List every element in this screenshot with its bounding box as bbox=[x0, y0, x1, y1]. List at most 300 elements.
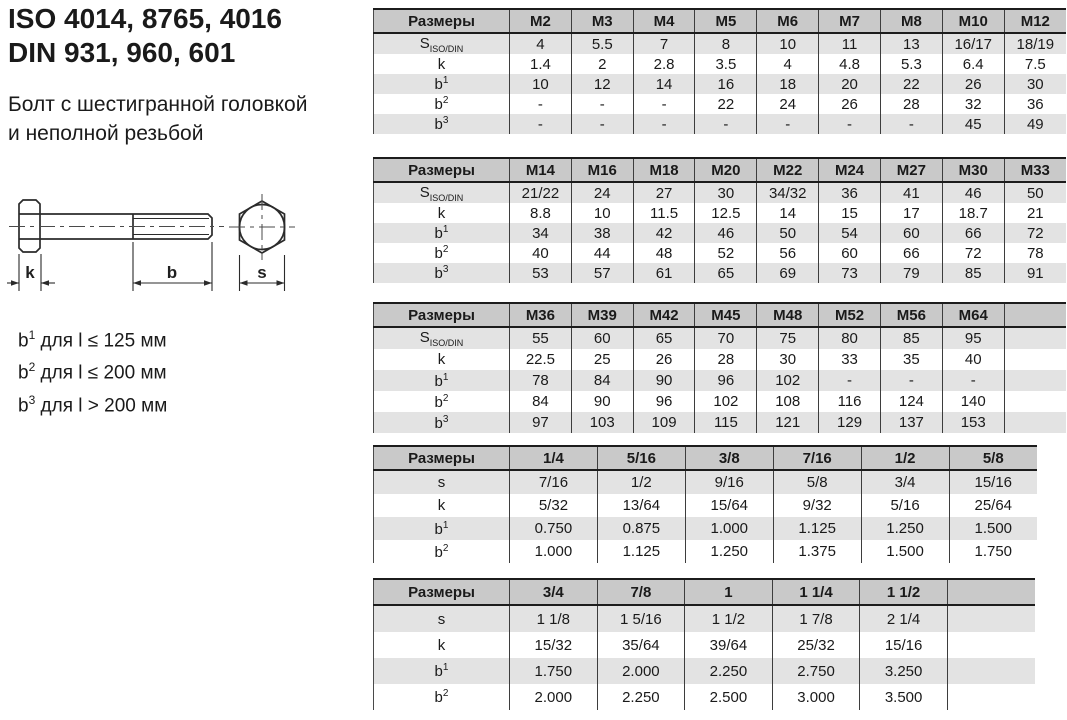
column-header: M16 bbox=[571, 158, 633, 182]
table-cell: 26 bbox=[819, 94, 881, 114]
table-row bbox=[374, 412, 1067, 433]
table-cell: 18 bbox=[757, 74, 819, 94]
table-cell: 52 bbox=[695, 243, 757, 263]
table-cell: 66 bbox=[942, 223, 1004, 243]
table-cell: 55 bbox=[510, 327, 572, 349]
column-header: M39 bbox=[571, 303, 633, 327]
table-cell: 22 bbox=[695, 94, 757, 114]
table-row bbox=[374, 605, 1036, 632]
table-cell: 140 bbox=[942, 391, 1004, 412]
table-cell: 9/32 bbox=[773, 494, 861, 517]
column-header: M3 bbox=[571, 9, 633, 33]
table-cell: 7.5 bbox=[1004, 54, 1066, 74]
table-cell: 109 bbox=[633, 412, 695, 433]
table-cell: 2.250 bbox=[597, 684, 685, 710]
table-cell: 90 bbox=[633, 370, 695, 391]
table-cell: 72 bbox=[942, 243, 1004, 263]
dimension-label-k: k bbox=[25, 263, 35, 282]
table-row bbox=[374, 263, 1067, 283]
column-header bbox=[1004, 303, 1066, 327]
table-row bbox=[374, 243, 1067, 263]
table-cell bbox=[947, 658, 1035, 684]
table-cell: 3.250 bbox=[860, 658, 948, 684]
table-cell: - bbox=[510, 94, 572, 114]
row-label: k bbox=[437, 55, 446, 73]
table-cell: 54 bbox=[819, 223, 881, 243]
table-row bbox=[374, 494, 1038, 517]
table-cell: 84 bbox=[571, 370, 633, 391]
table-cell: 27 bbox=[633, 182, 695, 203]
table-cell: 2.000 bbox=[597, 658, 685, 684]
table-row bbox=[374, 470, 1038, 494]
table-row bbox=[374, 223, 1067, 243]
table-row bbox=[374, 658, 1036, 684]
table-cell: 90 bbox=[571, 391, 633, 412]
table-cell: 36 bbox=[1004, 94, 1066, 114]
table-cell: 36 bbox=[819, 182, 881, 203]
table-cell: 1.000 bbox=[685, 517, 773, 540]
table-cell: 35/64 bbox=[597, 632, 685, 658]
column-header: M42 bbox=[633, 303, 695, 327]
table-row bbox=[374, 182, 1067, 203]
row-label: $b^3$ bbox=[434, 413, 449, 432]
table-cell: 30 bbox=[695, 182, 757, 203]
table-cell: 3.500 bbox=[860, 684, 948, 710]
table-cell: 1 1/8 bbox=[510, 605, 598, 632]
table-cell: - bbox=[942, 370, 1004, 391]
table-cell: 33 bbox=[819, 349, 881, 370]
table-cell: 65 bbox=[633, 327, 695, 349]
table-row bbox=[374, 54, 1067, 74]
table-cell: 2 bbox=[571, 54, 633, 74]
table-cell: 124 bbox=[880, 391, 942, 412]
column-header: M5 bbox=[695, 9, 757, 33]
dimension-s bbox=[240, 255, 285, 291]
column-header: M14 bbox=[510, 158, 572, 182]
row-label: $b^2$ bbox=[434, 392, 449, 411]
column-header: 7/16 bbox=[773, 446, 861, 470]
row-label: $b^2$ bbox=[434, 688, 449, 706]
table-cell: 129 bbox=[819, 412, 881, 433]
table-cell: - bbox=[633, 114, 695, 134]
table-cell: 1 5/16 bbox=[597, 605, 685, 632]
table-cell: 61 bbox=[633, 263, 695, 283]
bolt-technical-drawing bbox=[0, 150, 320, 300]
table-metric-m2-m12 bbox=[373, 8, 1066, 134]
table-cell: - bbox=[880, 114, 942, 134]
table-cell: 1.4 bbox=[510, 54, 572, 74]
table-cell: 16 bbox=[695, 74, 757, 94]
table-cell: 48 bbox=[633, 243, 695, 263]
page-subtitle bbox=[8, 90, 307, 148]
table-cell: 5/32 bbox=[510, 494, 598, 517]
column-header: M22 bbox=[757, 158, 819, 182]
row-label: $b^1$ bbox=[434, 519, 449, 538]
table-cell: 91 bbox=[1004, 263, 1066, 283]
row-label: k bbox=[437, 204, 446, 222]
table-cell: 24 bbox=[757, 94, 819, 114]
table-cell: 78 bbox=[510, 370, 572, 391]
table-cell: 15 bbox=[819, 203, 881, 223]
row-label: $S_{ISO/DIN}$ bbox=[419, 34, 464, 54]
table-cell: 2.8 bbox=[633, 54, 695, 74]
table-cell: 53 bbox=[510, 263, 572, 283]
table-cell: 85 bbox=[942, 263, 1004, 283]
table-cell: 4 bbox=[757, 54, 819, 74]
table-cell: 40 bbox=[942, 349, 1004, 370]
table-cell: 2 1/4 bbox=[860, 605, 948, 632]
table-cell: 11.5 bbox=[633, 203, 695, 223]
table-cell: 10 bbox=[757, 33, 819, 54]
table-cell: 13/64 bbox=[597, 494, 685, 517]
table-cell: 10 bbox=[510, 74, 572, 94]
table-cell: 15/32 bbox=[510, 632, 598, 658]
row-label: $S_{ISO/DIN}$ bbox=[419, 329, 464, 348]
table-cell: 1/2 bbox=[597, 470, 685, 494]
table-cell: 24 bbox=[571, 182, 633, 203]
table-cell: 1.250 bbox=[685, 540, 773, 563]
table-cell bbox=[1004, 327, 1066, 349]
table-cell: 108 bbox=[757, 391, 819, 412]
table-cell: 22.5 bbox=[510, 349, 572, 370]
table-cell: 46 bbox=[942, 182, 1004, 203]
table-imperial-small bbox=[373, 445, 1037, 563]
header-row bbox=[374, 9, 1067, 33]
table-cell: 21/22 bbox=[510, 182, 572, 203]
table-cell: 35 bbox=[880, 349, 942, 370]
column-header: 3/4 bbox=[510, 579, 598, 605]
dimension-b bbox=[133, 242, 212, 291]
table-cell: 1.000 bbox=[510, 540, 598, 563]
column-header: M56 bbox=[880, 303, 942, 327]
table-cell: 137 bbox=[880, 412, 942, 433]
table-cell: 1 7/8 bbox=[772, 605, 860, 632]
table-cell: 15/16 bbox=[860, 632, 948, 658]
header-row bbox=[374, 579, 1036, 605]
table-cell: 69 bbox=[757, 263, 819, 283]
header-row bbox=[374, 446, 1038, 470]
table-cell bbox=[1004, 349, 1066, 370]
column-header: M7 bbox=[819, 9, 881, 33]
table-cell: 60 bbox=[880, 223, 942, 243]
table-cell: 34 bbox=[510, 223, 572, 243]
table-cell: 39/64 bbox=[685, 632, 773, 658]
table-cell: 30 bbox=[757, 349, 819, 370]
column-header: 1 bbox=[685, 579, 773, 605]
table-cell: 40 bbox=[510, 243, 572, 263]
column-header: M20 bbox=[695, 158, 757, 182]
note-line: $b^2$ для l ≤ 200 мм bbox=[18, 360, 167, 384]
table-cell: - bbox=[510, 114, 572, 134]
table-row bbox=[374, 540, 1038, 563]
table-cell: 60 bbox=[571, 327, 633, 349]
table-cell: 14 bbox=[757, 203, 819, 223]
table-cell: - bbox=[695, 114, 757, 134]
column-header: 1 1/2 bbox=[860, 579, 948, 605]
table-cell: 78 bbox=[1004, 243, 1066, 263]
header-row bbox=[374, 158, 1067, 182]
table-cell: 72 bbox=[1004, 223, 1066, 243]
table-cell: 13 bbox=[880, 33, 942, 54]
column-header: M30 bbox=[942, 158, 1004, 182]
table-cell: 70 bbox=[695, 327, 757, 349]
column-header: M24 bbox=[819, 158, 881, 182]
table-cell: 121 bbox=[757, 412, 819, 433]
table-cell: 6.4 bbox=[942, 54, 1004, 74]
row-label: $b^2$ bbox=[434, 95, 449, 113]
table-cell: 25 bbox=[571, 349, 633, 370]
column-header: 5/8 bbox=[949, 446, 1037, 470]
row-label: $b^1$ bbox=[434, 371, 449, 390]
table-cell: - bbox=[819, 370, 881, 391]
table-cell: 65 bbox=[695, 263, 757, 283]
table-cell: - bbox=[571, 114, 633, 134]
table-cell: 2.750 bbox=[772, 658, 860, 684]
table-cell: 18/19 bbox=[1004, 33, 1066, 54]
table-cell: 12 bbox=[571, 74, 633, 94]
row-label: $b^1$ bbox=[434, 662, 449, 680]
table-cell: 28 bbox=[880, 94, 942, 114]
table-cell: 15/16 bbox=[949, 470, 1037, 494]
table-cell: 18.7 bbox=[942, 203, 1004, 223]
table-cell: 21 bbox=[1004, 203, 1066, 223]
bolt-side-view bbox=[9, 200, 224, 252]
dimension-label-s: s bbox=[257, 263, 267, 282]
table-cell: 1.750 bbox=[949, 540, 1037, 563]
table-cell: 30 bbox=[1004, 74, 1066, 94]
table-row bbox=[374, 203, 1067, 223]
table-cell: 41 bbox=[880, 182, 942, 203]
column-header: 7/8 bbox=[597, 579, 685, 605]
row-label: $b^1$ bbox=[434, 75, 449, 93]
table-cell: 103 bbox=[571, 412, 633, 433]
table-cell: 84 bbox=[510, 391, 572, 412]
table-cell: 1 1/2 bbox=[685, 605, 773, 632]
table-cell: 11 bbox=[819, 33, 881, 54]
table-cell: 25/64 bbox=[949, 494, 1037, 517]
dimension-label-b: b bbox=[166, 263, 178, 282]
column-header: Размеры bbox=[374, 579, 510, 605]
table-cell: - bbox=[633, 94, 695, 114]
table-row bbox=[374, 94, 1067, 114]
column-header: M10 bbox=[942, 9, 1004, 33]
table-cell: 3.000 bbox=[772, 684, 860, 710]
table-row bbox=[374, 74, 1067, 94]
table-cell: 7 bbox=[633, 33, 695, 54]
table-cell: 16/17 bbox=[942, 33, 1004, 54]
row-label: s bbox=[437, 474, 446, 491]
table-cell: 79 bbox=[880, 263, 942, 283]
table-cell: 85 bbox=[880, 327, 942, 349]
row-label: k bbox=[437, 351, 446, 368]
row-label: $b^3$ bbox=[434, 115, 449, 133]
table-cell: 73 bbox=[819, 263, 881, 283]
row-label: $b^2$ bbox=[434, 542, 449, 561]
table-cell bbox=[1004, 370, 1066, 391]
table-cell: 115 bbox=[695, 412, 757, 433]
table-cell bbox=[1004, 391, 1066, 412]
table-cell: 116 bbox=[819, 391, 881, 412]
table-cell: 2.500 bbox=[685, 684, 773, 710]
table-cell: 1.750 bbox=[510, 658, 598, 684]
table-cell: - bbox=[880, 370, 942, 391]
row-label: $b^1$ bbox=[434, 224, 449, 242]
table-cell: 66 bbox=[880, 243, 942, 263]
table-cell: 12.5 bbox=[695, 203, 757, 223]
row-label: k bbox=[437, 497, 446, 514]
table-cell: 50 bbox=[1004, 182, 1066, 203]
notes-list bbox=[18, 322, 167, 419]
table-cell: 50 bbox=[757, 223, 819, 243]
note-line: $b^3$ для l > 200 мм bbox=[18, 392, 168, 416]
column-header: M2 bbox=[510, 9, 572, 33]
table-cell: 34/32 bbox=[757, 182, 819, 203]
table-cell: 42 bbox=[633, 223, 695, 243]
title-din: DIN 931, 960, 601 bbox=[8, 37, 236, 68]
table-cell: 57 bbox=[571, 263, 633, 283]
table-cell bbox=[947, 605, 1035, 632]
table-cell: 102 bbox=[757, 370, 819, 391]
table-cell: 0.750 bbox=[510, 517, 598, 540]
table-row bbox=[374, 684, 1036, 710]
table-cell: 3.5 bbox=[695, 54, 757, 74]
column-header: 3/8 bbox=[685, 446, 773, 470]
column-header bbox=[947, 579, 1035, 605]
column-header: 1/2 bbox=[861, 446, 949, 470]
dimension-k bbox=[7, 254, 55, 291]
table-cell: 75 bbox=[757, 327, 819, 349]
column-header: Размеры bbox=[374, 9, 510, 33]
column-header: Размеры bbox=[374, 158, 510, 182]
table-row bbox=[374, 632, 1036, 658]
table-cell: 28 bbox=[695, 349, 757, 370]
table-cell: 25/32 bbox=[772, 632, 860, 658]
table-cell: 49 bbox=[1004, 114, 1066, 134]
table-cell: 38 bbox=[571, 223, 633, 243]
table-cell: 5.5 bbox=[571, 33, 633, 54]
table-row bbox=[374, 114, 1067, 134]
table-cell: 80 bbox=[819, 327, 881, 349]
column-header: M52 bbox=[819, 303, 881, 327]
table-cell: 1.500 bbox=[949, 517, 1037, 540]
table-row bbox=[374, 391, 1067, 412]
page-title bbox=[8, 2, 282, 70]
table-cell bbox=[1004, 412, 1066, 433]
row-label: $b^2$ bbox=[434, 244, 449, 262]
table-cell: 45 bbox=[942, 114, 1004, 134]
table-row bbox=[374, 327, 1067, 349]
table-cell: 95 bbox=[942, 327, 1004, 349]
table-row bbox=[374, 349, 1067, 370]
row-label: $b^3$ bbox=[434, 264, 449, 282]
table-cell: 15/64 bbox=[685, 494, 773, 517]
table-cell: 9/16 bbox=[685, 470, 773, 494]
table-cell: - bbox=[757, 114, 819, 134]
table-cell: 3/4 bbox=[861, 470, 949, 494]
bolt-front-view bbox=[229, 194, 295, 260]
column-header: M12 bbox=[1004, 9, 1066, 33]
table-cell: 20 bbox=[819, 74, 881, 94]
column-header: Размеры bbox=[374, 446, 510, 470]
table-cell: 153 bbox=[942, 412, 1004, 433]
table-cell: 5/8 bbox=[773, 470, 861, 494]
table-cell: 44 bbox=[571, 243, 633, 263]
table-cell: 96 bbox=[695, 370, 757, 391]
subtitle-line1: Болт с шестигранной головкой bbox=[8, 93, 308, 116]
table-cell: 8 bbox=[695, 33, 757, 54]
table-cell: 4.8 bbox=[819, 54, 881, 74]
table-metric-m14-m33 bbox=[373, 157, 1066, 283]
column-header: M36 bbox=[510, 303, 572, 327]
column-header: M33 bbox=[1004, 158, 1066, 182]
row-label: $S_{ISO/DIN}$ bbox=[419, 183, 464, 203]
table-cell: 1.375 bbox=[773, 540, 861, 563]
table-cell: - bbox=[571, 94, 633, 114]
table-row bbox=[374, 370, 1067, 391]
table-cell: 5.3 bbox=[880, 54, 942, 74]
column-header: M45 bbox=[695, 303, 757, 327]
column-header: M48 bbox=[757, 303, 819, 327]
row-label: s bbox=[437, 610, 446, 628]
table-cell: - bbox=[819, 114, 881, 134]
table-cell: 10 bbox=[571, 203, 633, 223]
column-header: M27 bbox=[880, 158, 942, 182]
table-cell: 2.000 bbox=[510, 684, 598, 710]
table-cell: 32 bbox=[942, 94, 1004, 114]
table-cell: 60 bbox=[819, 243, 881, 263]
table-cell: 5/16 bbox=[861, 494, 949, 517]
table-cell: 17 bbox=[880, 203, 942, 223]
table-cell: 0.875 bbox=[597, 517, 685, 540]
column-header: 1/4 bbox=[510, 446, 598, 470]
note-line: $b^1$ для l ≤ 125 мм bbox=[18, 328, 167, 352]
table-cell: 26 bbox=[942, 74, 1004, 94]
table-cell bbox=[947, 684, 1035, 710]
table-cell: 102 bbox=[695, 391, 757, 412]
column-header: M8 bbox=[880, 9, 942, 33]
table-cell: 97 bbox=[510, 412, 572, 433]
column-header: M18 bbox=[633, 158, 695, 182]
title-iso: ISO 4014, 8765, 4016 bbox=[8, 3, 282, 34]
table-cell: 1.500 bbox=[861, 540, 949, 563]
table-cell: 7/16 bbox=[510, 470, 598, 494]
column-header: M64 bbox=[942, 303, 1004, 327]
table-row bbox=[374, 517, 1038, 540]
table-cell: 1.250 bbox=[861, 517, 949, 540]
table-row bbox=[374, 33, 1067, 54]
table-cell: 96 bbox=[633, 391, 695, 412]
table-cell: 56 bbox=[757, 243, 819, 263]
table-imperial-large bbox=[373, 578, 1035, 710]
row-label: k bbox=[437, 636, 446, 654]
column-header: M4 bbox=[633, 9, 695, 33]
table-cell bbox=[947, 632, 1035, 658]
table-cell: 8.8 bbox=[510, 203, 572, 223]
table-cell: 26 bbox=[633, 349, 695, 370]
column-header: M6 bbox=[757, 9, 819, 33]
table-cell: 14 bbox=[633, 74, 695, 94]
table-cell: 22 bbox=[880, 74, 942, 94]
column-header: 1 1/4 bbox=[772, 579, 860, 605]
column-header: Размеры bbox=[374, 303, 510, 327]
subtitle-line2: и неполной резьбой bbox=[8, 122, 204, 145]
table-cell: 46 bbox=[695, 223, 757, 243]
table-cell: 1.125 bbox=[597, 540, 685, 563]
table-cell: 1.125 bbox=[773, 517, 861, 540]
column-header: 5/16 bbox=[597, 446, 685, 470]
header-row bbox=[374, 303, 1067, 327]
table-metric-m36-m64 bbox=[373, 302, 1066, 433]
